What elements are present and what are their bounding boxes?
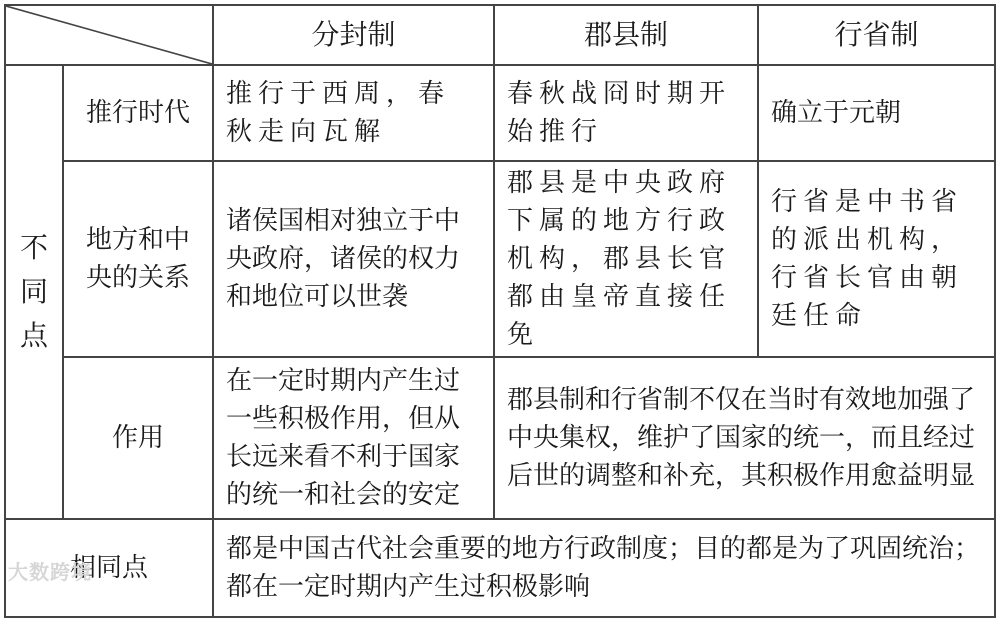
diagonal-line — [6, 6, 212, 64]
row-label-relation: 地方和中央的关系 — [63, 161, 213, 357]
cell-same: 都是中国古代社会重要的地方行政制度；目的都是为了巩固统治；都在一定时期内产生过积极影响 — [213, 519, 995, 617]
header-xingsheng: 行省制 — [758, 5, 995, 65]
comparison-table — [4, 4, 996, 618]
cell-relation-fenfeng: 诸侯国相对独立于中央政府，诸侯的权力和地位可以世袭 — [213, 161, 494, 357]
header-fenfeng: 分封制 — [213, 5, 494, 65]
header-row — [5, 5, 995, 65]
watermark-logo: 大数跨境 — [8, 560, 92, 584]
row-label-same: 相同点 — [5, 519, 213, 617]
cell-era-xingsheng: 确立于元朝 — [758, 65, 995, 161]
row-era — [5, 65, 995, 161]
row-effect — [5, 357, 995, 519]
cell-relation-junxian: 郡县是中央政府下属的地方行政机构，郡县长官都由皇帝直接任免 — [494, 161, 758, 357]
row-relation — [5, 161, 995, 357]
diagonal-corner-cell — [5, 5, 213, 65]
group-label-differences: 不 同 点 — [5, 65, 63, 519]
cell-effect-junxian-xingsheng: 郡县制和行省制不仅在当时有效地加强了中央集权，维护了国家的统一，而且经过后世的调整和补充，其积极作用愈益明显 — [494, 357, 995, 519]
row-label-effect: 作用 — [63, 357, 213, 519]
row-same — [5, 519, 995, 617]
cell-relation-xingsheng: 行省是中书省的派出机构，行省长官由朝廷任命 — [758, 161, 995, 357]
cell-effect-fenfeng: 在一定时期内产生过一些积极作用，但从长远来看不利于国家的统一和社会的安定 — [213, 357, 494, 519]
cell-era-fenfeng: 推行于西周，春秋走向瓦解 — [213, 65, 494, 161]
comparison-table-frame — [4, 4, 994, 602]
cell-era-junxian: 春秋战冏时期开始推行 — [494, 65, 758, 161]
header-junxian: 郡县制 — [494, 5, 758, 65]
row-label-era: 推行时代 — [63, 65, 213, 161]
